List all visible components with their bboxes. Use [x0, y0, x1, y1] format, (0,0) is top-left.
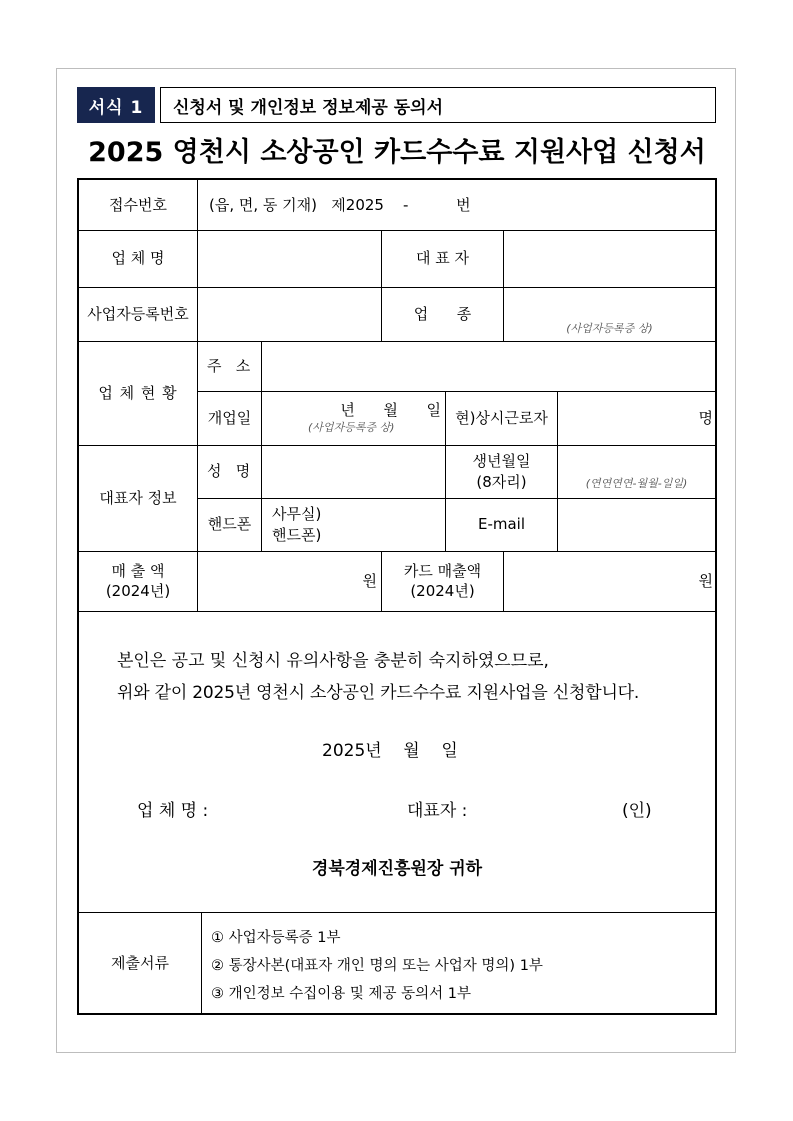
card-sales-field[interactable]	[504, 551, 715, 611]
representative-label: 대 표 자	[415, 249, 469, 268]
birth-date-note: (연연연연-월월-일일)	[585, 477, 688, 491]
card-sales-label: 카드 매출액 (2024년)	[403, 561, 482, 600]
submission-documents-label: 제출서류	[111, 954, 169, 973]
sales-unit: 원	[362, 571, 377, 590]
business-registration-field[interactable]	[198, 287, 381, 341]
form-number-badge: 서식 1	[77, 87, 155, 123]
card-sales-unit: 원	[698, 571, 713, 590]
phone-field[interactable]	[262, 498, 445, 551]
industry-note: (사업자등록증 상)	[566, 322, 653, 336]
opening-date-note: (사업자등록증 상)	[308, 420, 395, 434]
opening-date-label: 개업일	[207, 408, 252, 427]
office-phone-label: 사무실)	[272, 505, 322, 524]
workers-unit: 명	[698, 408, 713, 427]
seal-mark: (인)	[622, 801, 652, 821]
full-time-workers-label: 현)상시근로자	[455, 408, 548, 427]
mobile-phone-label: 핸드폰)	[272, 525, 322, 544]
col-divider	[201, 912, 202, 1015]
phone-label: 핸드폰	[207, 515, 252, 534]
industry-field[interactable]	[504, 287, 715, 341]
rep-name-field[interactable]	[262, 445, 445, 498]
application-date: 2025년 월 일	[322, 741, 458, 761]
document-item: ③ 개인정보 수집이용 및 제공 동의서 1부	[211, 986, 471, 1002]
sales-field[interactable]	[198, 551, 381, 611]
full-time-workers-field[interactable]	[558, 391, 715, 445]
birth-date-field[interactable]	[558, 445, 715, 498]
opening-date-placeholder: 년 월 일	[340, 401, 441, 420]
representative-field[interactable]	[504, 230, 715, 287]
sales-label: 매 출 액 (2024년)	[105, 561, 171, 600]
business-registration-label: 사업자등록번호	[87, 304, 189, 323]
representative-info-label: 대표자 정보	[99, 488, 177, 507]
receipt-number-field[interactable]: (읍, 면, 동 기재) 제2025 - 번	[209, 195, 471, 214]
form-subtitle: 신청서 및 개인정보 정보제공 동의서	[160, 87, 716, 123]
industry-label: 업 종	[413, 304, 472, 323]
opening-date-field[interactable]	[262, 391, 445, 445]
representative-signature-label: 대표자 :	[407, 801, 468, 821]
address-field[interactable]	[262, 341, 715, 391]
company-signature-label: 업 체 명 :	[137, 801, 209, 821]
statement-line-1: 본인은 공고 및 신청시 유의사항을 충분히 숙지하였으므로,	[117, 651, 549, 671]
document-item: ② 통장사본(대표자 개인 명의 또는 사업자 명의) 1부	[211, 958, 543, 974]
recipient-line: 경북경제진흥원장 귀하	[311, 859, 483, 879]
application-form-table	[77, 178, 717, 1015]
company-status-label: 업 체 현 황	[98, 383, 178, 402]
receipt-number-label: 접수번호	[109, 195, 167, 214]
company-name-label: 업 체 명	[111, 249, 165, 268]
document-item: ① 사업자등록증 1부	[211, 930, 341, 946]
email-label: E-mail	[477, 515, 526, 534]
page-title: 2025 영천시 소상공인 카드수수료 지원사업 신청서	[88, 137, 706, 168]
company-name-field[interactable]	[198, 230, 381, 287]
birth-date-label: 생년월일 (8자리)	[472, 452, 531, 491]
address-label: 주 소	[207, 356, 251, 375]
row-divider	[79, 611, 715, 612]
email-field[interactable]	[558, 498, 715, 551]
rep-name-label: 성 명	[207, 462, 251, 481]
statement-line-2: 위와 같이 2025년 영천시 소상공인 카드수수료 지원사업을 신청합니다.	[117, 683, 640, 703]
